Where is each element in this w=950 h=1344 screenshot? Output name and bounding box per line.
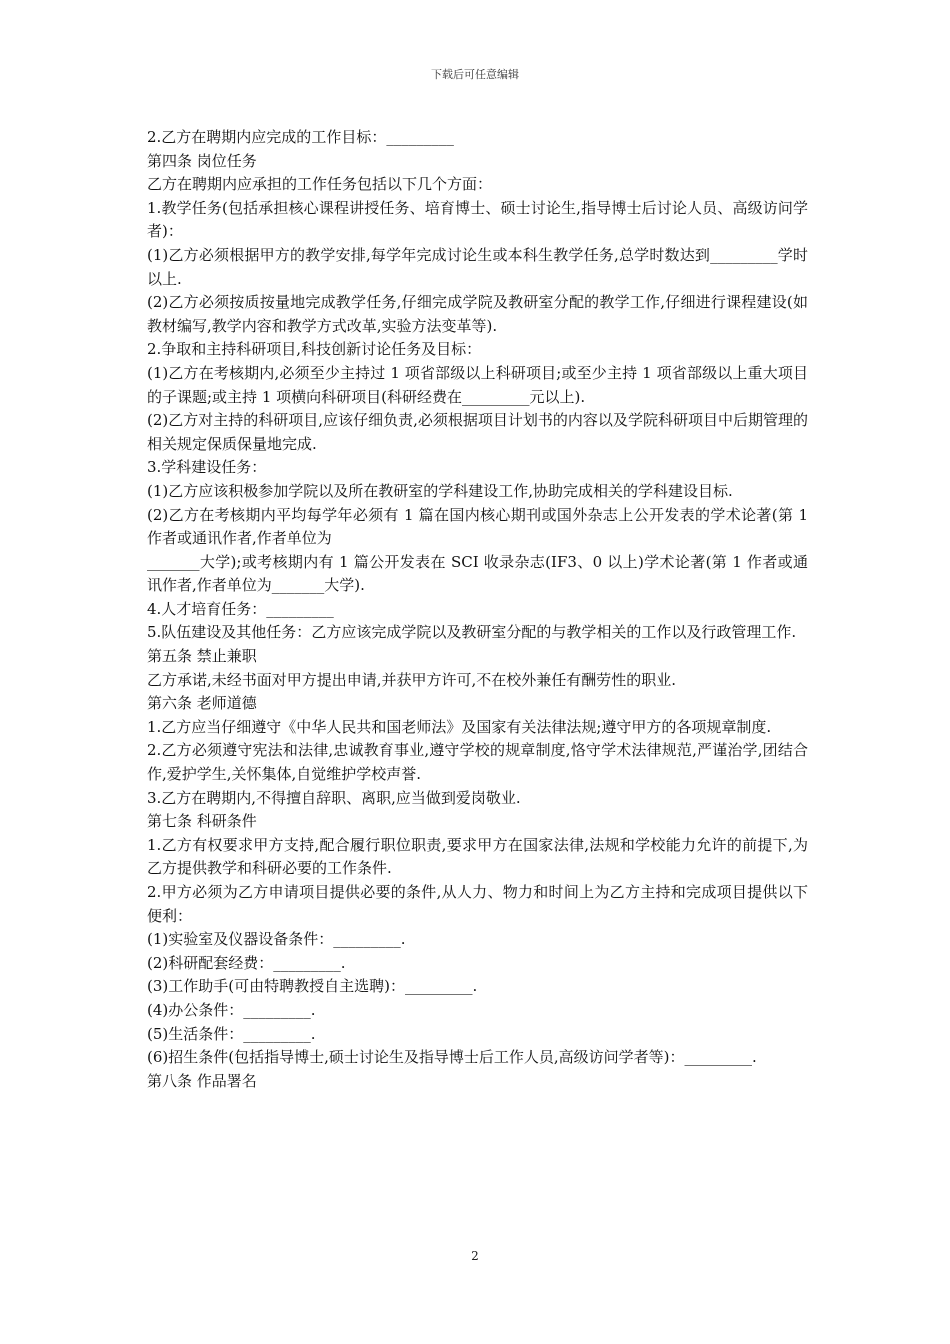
paragraph: 4.人才培育任务：_________ (147, 599, 334, 618)
paragraph: 1.教学任务(包括承担核心课程讲授任务、培育博士、硕士讨论生,指导博士后讨论人员、高级访问学者)： (147, 198, 808, 241)
section-heading: 第四条 岗位任务 (147, 151, 257, 170)
paragraph: (6)招生条件(包括指导博士,硕士讨论生及指导博士后工作人员,高级访问学者等)：_________. (147, 1048, 757, 1067)
paragraph: (3)工作助手(可由特聘教授自主选聘)：_________. (147, 977, 478, 996)
section-heading: 第八条 作品署名 (147, 1071, 257, 1090)
paragraph: (1)乙方应该积极参加学院以及所在教研室的学科建设工作,协助完成相关的学科建设目标. (147, 481, 733, 500)
paragraph: 3.乙方在聘期内,不得擅自辞职、离职,应当做到爱岗敬业. (147, 788, 521, 807)
paragraph: (2)科研配套经费：_________. (147, 953, 346, 972)
paragraph: 1.乙方应当仔细遵守《中华人民共和国老师法》及国家有关法律法规;遵守甲方的各项规章制度. (147, 717, 772, 736)
paragraph: 乙方承诺,未经书面对甲方提出申请,并获甲方许可,不在校外兼任有酬劳性的职业. (147, 670, 677, 689)
paragraph: (4)办公条件：_________. (147, 1000, 316, 1019)
paragraph: (1)乙方在考核期内,必须至少主持过 1 项省部级以上科研项目;或至少主持 1 项省部级以上重大项目的子课题;或主持 1 项横向科研项目(科研经费在_________元以上). (147, 363, 808, 406)
paragraph: (2)乙方在考核期内平均每学年必须有 1 篇在国内核心期刊或国外杂志上公开发表的学术论著(第 1 作者或通讯作者,作者单位为 _______大学);或考核期内有 1 篇公开发表在 SCI 收录杂志(IF3、0 以上)学术论著(第 1 作者或通讯作者,作者单位为_______大学). (147, 505, 808, 595)
document-body (143, 126, 808, 1093)
section-heading: 第六条 老师道德 (147, 694, 257, 713)
page-header: 下载后可任意编辑 (431, 68, 519, 81)
paragraph: 1.乙方有权要求甲方支持,配合履行职位职责,要求甲方在国家法律,法规和学校能力允许的前提下,为乙方提供教学和科研必要的工作条件. (147, 835, 808, 878)
paragraph: 乙方在聘期内应承担的工作任务包括以下几个方面： (147, 175, 493, 194)
page-number: 2 (471, 1249, 479, 1263)
paragraph: (2)乙方对主持的科研项目,应该仔细负责,必须根据项目计划书的内容以及学院科研项目中后期管理的相关规定保质保量地完成. (147, 411, 808, 453)
paragraph: 5.队伍建设及其他任务：乙方应该完成学院以及教研室分配的与教学相关的工作以及行政管理工作. (147, 623, 797, 642)
paragraph: 3.学科建设任务： (147, 458, 267, 477)
paragraph: (5)生活条件：_________. (147, 1024, 316, 1043)
section-heading: 第五条 禁止兼职 (147, 647, 257, 666)
paragraph: 2.乙方必须遵守宪法和法律,忠诚教育事业,遵守学校的规章制度,恪守学术法律规范,严谨治学,团结合作,爱护学生,关怀集体,自觉维护学校声誉. (147, 741, 808, 784)
paragraph: 2.乙方在聘期内应完成的工作目标：_________ (147, 128, 454, 146)
paragraph: 2.甲方必须为乙方申请项目提供必要的条件,从人力、物力和时间上为乙方主持和完成项目提供以下便利： (147, 883, 808, 925)
section-heading: 第七条 科研条件 (147, 812, 257, 831)
paragraph: (1)实验室及仪器设备条件：_________. (147, 930, 406, 949)
paragraph: (1)乙方必须根据甲方的教学安排,每学年完成讨论生或本科生教学任务,总学时数达到_________学时以上. (147, 245, 808, 288)
paragraph: (2)乙方必须按质按量地完成教学任务,仔细完成学院及教研室分配的教学工作,仔细进行课程建设(如教材编写,教学内容和教学方式改革,实验方法变革等). (147, 293, 808, 335)
paragraph: 2.争取和主持科研项目,科技创新讨论任务及目标： (147, 340, 482, 359)
